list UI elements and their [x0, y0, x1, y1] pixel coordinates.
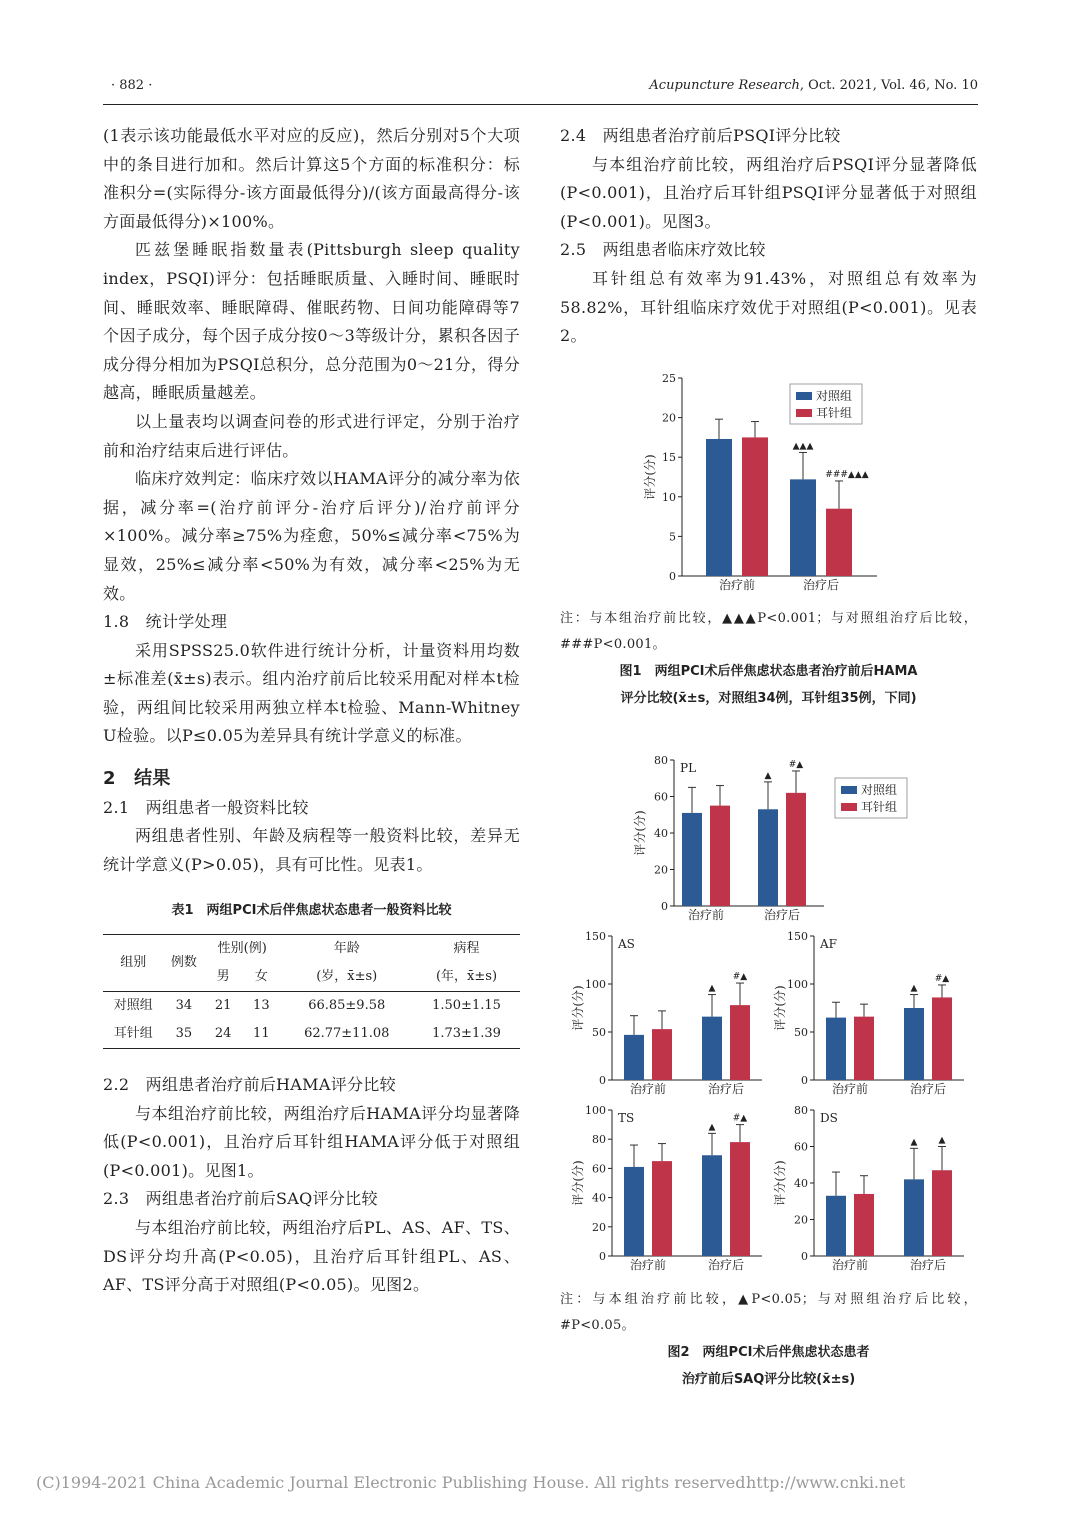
x-tick-label: 治疗后 — [763, 908, 801, 922]
significance-mark: #▲ — [732, 1113, 748, 1124]
journal-citation — [649, 78, 978, 93]
figure-2-panel-as — [568, 928, 768, 1100]
bar — [932, 1170, 952, 1256]
table-cell: 耳针组 — [113, 1026, 153, 1042]
bar — [854, 1194, 874, 1256]
table-header: (年，x̄±s) — [413, 963, 520, 992]
bar — [652, 1161, 672, 1256]
significance-mark: ▲ — [764, 770, 772, 781]
y-tick-label: 60 — [592, 1162, 606, 1176]
table-row — [103, 1020, 520, 1049]
x-tick-label: 治疗前 — [718, 578, 756, 592]
legend-label: 耳针组 — [816, 406, 853, 420]
panel-label: TS — [618, 1111, 635, 1125]
table-cell: 21 — [214, 998, 232, 1014]
legend-swatch — [796, 392, 812, 400]
y-tick-label: 100 — [585, 1104, 606, 1117]
figure-note: 注：与本组治疗前比较，▲P<0.05；与对照组治疗后比较，#P<0.05。 — [560, 1292, 977, 1333]
table-cell: 1.50±1.15 — [432, 998, 501, 1014]
x-tick-label: 治疗后 — [707, 1258, 745, 1272]
section-heading: 2 结果 — [103, 768, 171, 790]
x-tick-label: 治疗后 — [802, 578, 840, 592]
table-1 — [103, 934, 520, 1049]
header-rule — [103, 104, 978, 105]
table-header: (岁，x̄±s) — [280, 963, 413, 992]
y-tick-label: 100 — [787, 978, 808, 991]
y-tick-label: 0 — [661, 900, 668, 913]
bar — [826, 1196, 846, 1256]
y-axis-label: 评分(分) — [571, 985, 585, 1031]
section-heading: 2.5 两组患者临床疗效比较 — [560, 240, 766, 260]
legend-swatch — [841, 786, 857, 794]
legend-label: 对照组 — [861, 783, 898, 797]
y-axis-label: 评分(分) — [633, 810, 647, 856]
paragraph: 与本组治疗前比较，两组治疗后HAMA评分均显著降低(P<0.001)，且治疗后耳针组HAMA评分低于对照组(P<0.001)。见图1。 — [103, 1103, 520, 1180]
y-tick-label: 150 — [787, 930, 808, 943]
y-tick-label: 0 — [801, 1074, 808, 1087]
legend-label: 耳针组 — [861, 800, 898, 814]
significance-mark: ▲ — [708, 1122, 716, 1133]
table-cell: 35 — [175, 1026, 193, 1042]
bar — [854, 1017, 874, 1080]
x-tick-label: 治疗前 — [831, 1258, 869, 1272]
y-tick-label: 25 — [662, 372, 676, 385]
y-tick-label: 5 — [669, 530, 676, 544]
page-number: · 882 · — [111, 78, 153, 93]
y-tick-label: 20 — [654, 863, 668, 877]
table-cell: 24 — [214, 1026, 232, 1042]
figure-1-chart — [640, 366, 890, 598]
right-column — [560, 122, 977, 351]
y-tick-label: 20 — [794, 1213, 808, 1227]
panel-label: DS — [820, 1111, 838, 1125]
significance-mark: ▲ — [708, 983, 716, 994]
journal-issue: , Oct. 2021, Vol. 46, No. 10 — [799, 78, 978, 93]
table-cell: 34 — [175, 998, 193, 1014]
table-header: 病程 — [453, 941, 480, 957]
table-cell: 66.85±9.58 — [308, 998, 386, 1014]
bar — [826, 1018, 846, 1080]
table-row — [103, 992, 520, 1021]
section-heading: 2.3 两组患者治疗前后SAQ评分比较 — [103, 1189, 378, 1209]
section-heading: 2.2 两组患者治疗前后HAMA评分比较 — [103, 1075, 396, 1095]
y-tick-label: 0 — [599, 1074, 606, 1087]
x-tick-label: 治疗前 — [629, 1082, 667, 1096]
x-tick-label: 治疗后 — [909, 1082, 947, 1096]
x-tick-label: 治疗后 — [707, 1082, 745, 1096]
x-tick-label: 治疗前 — [629, 1258, 667, 1272]
significance-mark: #▲ — [732, 972, 748, 983]
y-tick-label: 0 — [669, 570, 676, 583]
figure-1-caption-block — [560, 606, 977, 712]
y-tick-label: 50 — [794, 1026, 808, 1039]
x-tick-label: 治疗后 — [909, 1258, 947, 1272]
table-header: 例数 — [164, 935, 204, 992]
paragraph: 与本组治疗前比较，两组治疗后PL、AS、AF、TS、DS评分均升高(P<0.05)，且治疗后耳针组PL、AS、AF、TS评分高于对照组(P<0.05)。见图2。 — [103, 1218, 520, 1295]
y-tick-label: 40 — [654, 827, 668, 840]
table-cell: 对照组 — [113, 998, 153, 1014]
figure-2-panel-af — [770, 928, 970, 1100]
left-column — [103, 122, 520, 1300]
paragraph: 临床疗效判定：临床疗效以HAMA评分的减分率为依据，减分率=(治疗前评分-治疗后评分)/治疗前评分×100%。减分率≥75%为痊愈，50%≤减分率<75%为显效，25%≤减分率<50%为有效，减分率<25%为无效。 — [103, 469, 520, 603]
panel-label: AS — [618, 937, 635, 951]
y-tick-label: 10 — [662, 490, 676, 504]
y-axis-label: 评分(分) — [773, 1160, 787, 1206]
y-tick-label: 150 — [585, 930, 606, 943]
bar — [730, 1142, 750, 1256]
table-caption: 表1 两组PCI术后伴焦虑状态患者一般资料比较 — [171, 903, 452, 919]
figure-caption: 评分比较(x̄±s，对照组34例，耳针组35例，下同) — [620, 691, 917, 706]
y-tick-label: 0 — [599, 1250, 606, 1263]
paragraph: 匹兹堡睡眠指数量表(Pittsburgh sleep quality index，PSQI)评分：包括睡眠质量、入睡时间、睡眠时间、睡眠效率、睡眠障碍、催眠药物、日间功能障碍等7个因子成分，每个因子成分按0～3等级计分，累积各因子成分得分相加为PSQI总积分，总分范围为0～21分，得分越高，睡眠质量越差。 — [103, 240, 520, 403]
y-tick-label: 80 — [794, 1104, 808, 1117]
panel-label: AF — [820, 937, 837, 951]
legend-swatch — [841, 803, 857, 811]
y-tick-label: 0 — [801, 1250, 808, 1263]
footer — [36, 1473, 906, 1492]
bar — [702, 1155, 722, 1256]
copyright-text: (C)1994-2021 China Academic Journal Electronic Publishing House. All rights reserved. — [36, 1473, 751, 1492]
bar — [904, 1179, 924, 1256]
table-header: 男 — [204, 963, 242, 992]
bar — [682, 813, 702, 906]
legend-label: 对照组 — [816, 389, 853, 403]
bar — [702, 1017, 722, 1080]
y-tick-label: 40 — [592, 1191, 606, 1205]
bar — [710, 806, 730, 906]
table-header: 女 — [242, 963, 280, 992]
table-cell: 11 — [253, 1026, 270, 1042]
section-heading: 2.1 两组患者一般资料比较 — [103, 797, 309, 817]
y-tick-label: 60 — [794, 1140, 808, 1154]
y-axis-label: 评分(分) — [643, 454, 657, 500]
significance-mark: #▲ — [934, 973, 950, 984]
table-cell: 1.73±1.39 — [432, 1026, 501, 1042]
bar — [758, 809, 778, 906]
bar — [742, 437, 768, 576]
y-tick-label: 50 — [592, 1026, 606, 1039]
y-tick-label: 20 — [592, 1220, 606, 1234]
significance-mark: ###▲▲▲ — [825, 469, 869, 480]
paragraph: 采用SPSS25.0软件进行统计分析，计量资料用均数±标准差(x̄±s)表示。组内治疗前后比较采用配对样本t检验，两组间比较采用两独立样本t检验、Mann-Whitney U检验。以P≤0.05为差异具有统计学意义的标准。 — [103, 640, 520, 746]
significance-mark: ▲ — [910, 1137, 918, 1148]
y-tick-label: 100 — [585, 978, 606, 991]
footer-url: http://www.cnki.net — [746, 1473, 906, 1492]
section-heading: 2.4 两组患者治疗前后PSQI评分比较 — [560, 126, 841, 145]
figure-caption: 图2 两组PCI术后伴焦虑状态患者 — [667, 1345, 870, 1360]
paragraph: 与本组治疗前比较，两组治疗后PSQI评分显著降低(P<0.001)，且治疗后耳针组PSQI评分显著低于对照组(P<0.001)。见图3。 — [560, 154, 977, 231]
table-header: 年龄 — [333, 941, 360, 957]
running-header — [103, 78, 978, 100]
bar — [652, 1029, 672, 1080]
table-cell: 62.77±11.08 — [304, 1026, 390, 1042]
significance-mark: ▲ — [910, 983, 918, 994]
bar — [786, 793, 806, 906]
y-tick-label: 15 — [662, 451, 676, 465]
figure-2-panel-ds — [770, 1100, 970, 1276]
x-tick-label: 治疗前 — [831, 1082, 869, 1096]
section-heading: 1.8 统计学处理 — [103, 612, 228, 632]
figure-2-panel-pl — [630, 752, 920, 928]
paragraph: 两组患者性别、年龄及病程等一般资料比较，差异无统计学意义(P>0.05)，具有可比性。见表1。 — [103, 826, 520, 874]
significance-mark: ▲ — [938, 1135, 946, 1146]
x-tick-label: 治疗前 — [687, 908, 725, 922]
figure-2-caption-block — [560, 1287, 977, 1393]
y-tick-label: 80 — [592, 1133, 606, 1147]
table-header: 性别(例) — [217, 941, 267, 957]
paragraph: (1表示该功能最低水平对应的反应)，然后分别对5个大项中的条目进行加和。然后计算这5个方面的标准积分：标准积分=(实际得分-该方面最低得分)/(该方面最高得分-该方面最低得分)×100%。 — [103, 126, 520, 231]
bar — [904, 1008, 924, 1080]
journal-name: Acupuncture Research — [649, 78, 800, 93]
y-axis-label: 评分(分) — [773, 985, 787, 1031]
y-tick-label: 20 — [662, 411, 676, 425]
panel-label: PL — [680, 761, 697, 775]
y-axis-label: 评分(分) — [571, 1160, 585, 1206]
significance-mark: ▲▲▲ — [792, 441, 814, 452]
significance-mark: #▲ — [788, 759, 804, 770]
legend-swatch — [796, 409, 812, 417]
bar — [624, 1167, 644, 1256]
bar — [706, 439, 732, 576]
bar — [932, 997, 952, 1080]
y-tick-label: 60 — [654, 790, 668, 804]
bar — [790, 479, 816, 576]
bar — [826, 509, 852, 576]
y-tick-label: 40 — [794, 1177, 808, 1190]
figure-2-panel-ts — [568, 1100, 768, 1276]
figure-note: 注：与本组治疗前比较，▲▲▲P<0.001；与对照组治疗后比较，###P<0.001。 — [560, 611, 977, 652]
table-header: 组别 — [103, 935, 164, 992]
bar — [730, 1005, 750, 1080]
y-tick-label: 80 — [654, 754, 668, 767]
bar — [624, 1035, 644, 1080]
figure-caption: 治疗前后SAQ评分比较(x̄±s) — [681, 1372, 856, 1387]
paragraph: 耳针组总有效率为91.43%，对照组总有效率为58.82%，耳针组临床疗效优于对照组(P<0.001)。见表2。 — [560, 268, 977, 346]
paragraph: 以上量表均以调查问卷的形式进行评定，分别于治疗前和治疗结束后进行评估。 — [103, 411, 520, 460]
figure-caption: 图1 两组PCI术后伴焦虑状态患者治疗前后HAMA — [619, 664, 918, 679]
table-cell: 13 — [253, 998, 270, 1014]
